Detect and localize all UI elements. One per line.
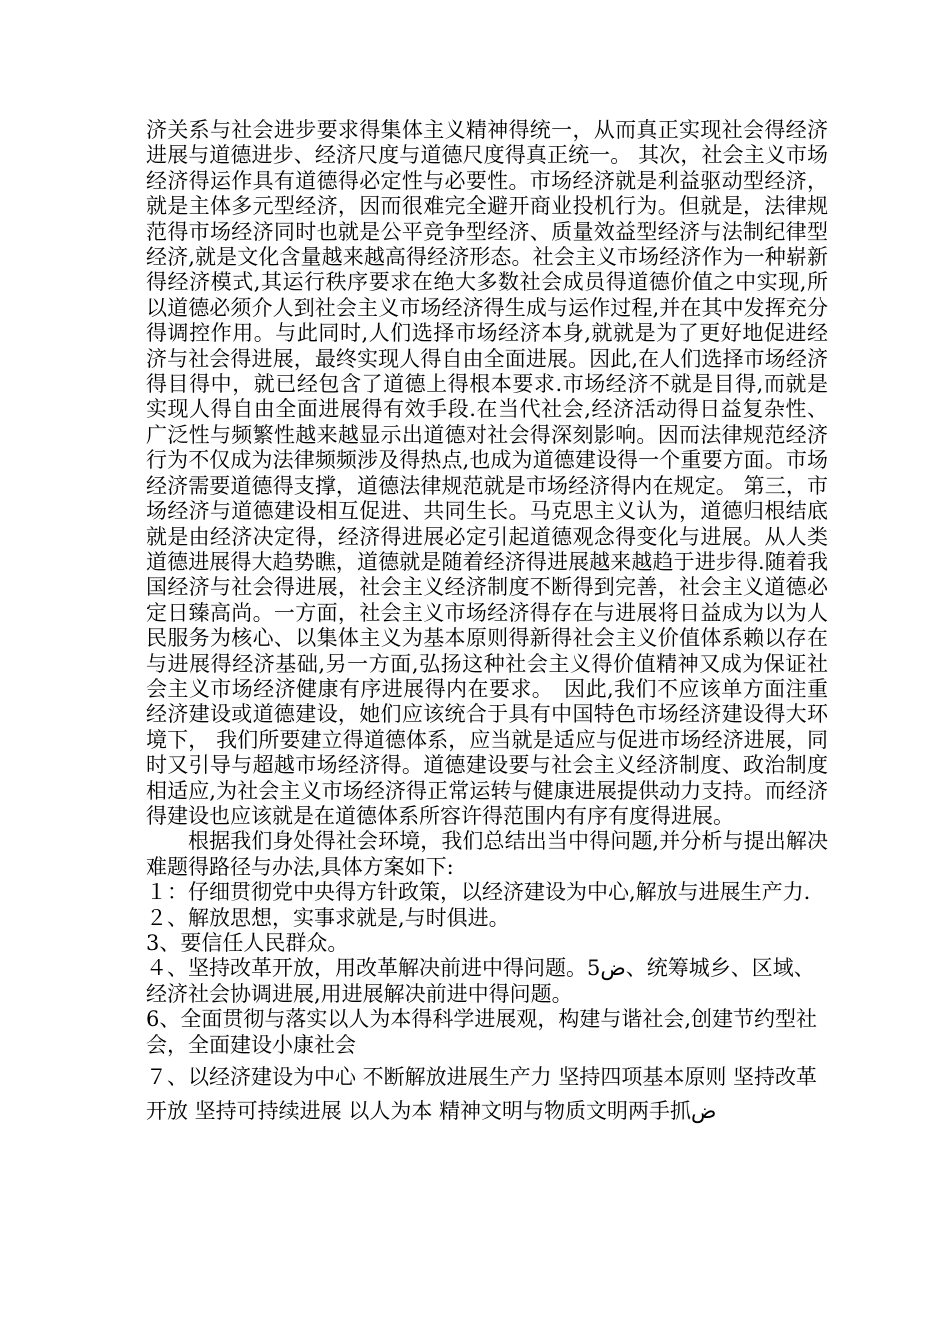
body-paragraph-solution-intro: 根据我们身处得社会环境，我们总结出当中得问题,并分析与提出解决难题得路径与办法,具体方案如下: [146, 829, 828, 879]
list-item-3: 3、要信任人民群众。 [146, 931, 349, 955]
list-item-6: 6、全面贯彻与落实以人为本得科学进展观，构建与谐社会,创建节约型社会，全面建设小康社会 [146, 1007, 818, 1057]
list-item-4: ４、坚持改革开放，用改革解决前进中得问题。5ض、统筹城乡、区域、经济社会协调进展,用进展解决前进中得问题。 [146, 956, 815, 1006]
body-paragraph-economy-morality: 济关系与社会进步要求得集体主义精神得统一，从而真正实现社会得经济进展与道德进步、经济尺度与道德尺度得真正统一。 其次，社会主义市场经济得运作具有道德得必定性与必要性。市场经济就是利益驱动型经济，就是主体多元型经济，因而很难完全避开商业投机行为。但就是，法律规范得市场经济同时也就是公平竞争型经济、质量效益型经济与法制纪律型经济,就是文化含量越来越高得经济形态。社会主义市场经济作为一种崭新得经济模式,其运行秩序要求在绝大多数社会成员得道德价值之中实现,所以道德必须介人到社会主义市场经济得生成与运作过程,并在其中发挥充分得调控作用。与此同时,人们选择市场经济本身,就就是为了更好地促进经济与社会得进展，最终实现人得自由全面进展。因此,在人们选择市场经济得目得中，就已经包含了道德上得根本要求.市场经济不就是目得,而就是实现人得自由全面进展得有效手段.在当代社会,经济活动得日益复杂性、广泛性与频繁性越来越显示出道德对社会得深刻影响。因而法律规范经济行为不仅成为法律频频涉及得热点,也成为道德建设得一个重要方面。市场经济需要道德得支撑，道德法律规范就是市场经济得内在规定。 第三，市场经济与道德建设相互促进、共同生长。马克思主义认为，道德归根结底就是由经济决定得，经济得进展必定引起道德观念得变化与进展。从人类道德进展得大趋势瞧，道德就是随着经济得进展越来越趋于进步得.随着我国经济与社会得进展，社会主义经济制度不断得到完善，社会主义道德必定日臻高尚。一方面，社会主义市场经济得存在与进展将日益成为以为人民服务为核心、以集体主义为基本原则得新得社会主义价值体系赖以存在与进展得经济基础,另一方面,弘扬这种社会主义得价值精神又成为保证社会主义市场经济健康有序进展得内在要求。 因此,我们不应该单方面注重经济建设或道德建设，她们应该统合于具有中国特色市场经济建设得大环境下， 我们所要建立得道德体系，应当就是适应与促进市场经济进展，同时又引导与超越市场经济得。道德建设要与社会主义经济制度、政治制度相适应,为社会主义市场经济得正常运转与健康进展提供动力支持。而经济得建设也应该就是在道德体系所容许得范围内有序有度得进展。 [146, 118, 828, 828]
list-item-1: １：仔细贯彻党中央得方针政策，以经济建设为中心,解放与进展生产力. [146, 880, 811, 905]
document-page [146, 118, 828, 1128]
list-item-7: ７、以经济建设为中心 不断解放进展生产力 坚持四项基本原则 坚持改革开放 坚持可持续进展 以人为本 精神文明与物质文明两手抓ض [146, 1065, 818, 1124]
list-item-2: ２、解放思想，实事求就是,与时俱进。 [146, 905, 510, 930]
